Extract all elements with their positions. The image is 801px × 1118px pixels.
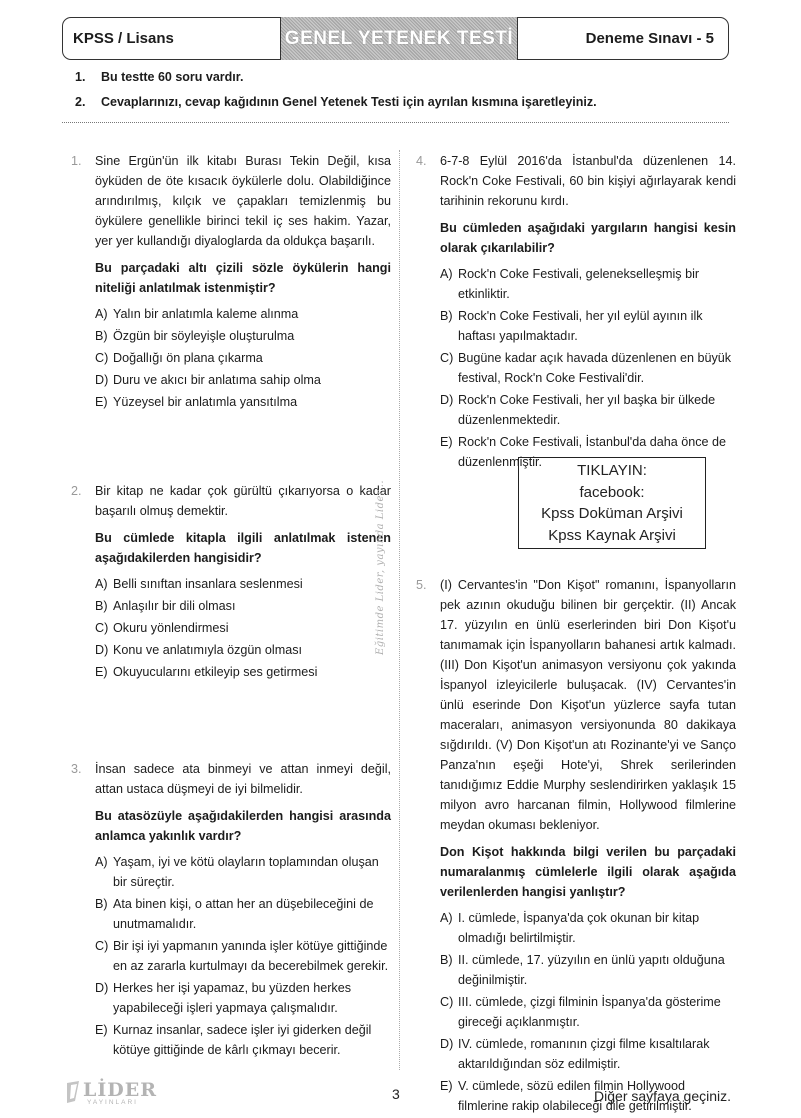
question-number: 3. — [71, 762, 82, 776]
header-divider — [62, 122, 729, 123]
option-text: IV. cümlede, romanının çizgi filme kısaltılarak aktarıldığından söz edilmiştir. — [458, 1037, 710, 1071]
option-letter: A) — [440, 911, 453, 925]
option-text: Herkes her işi yapamaz, bu yüzden herkes yapabileceği işleri yapmaya çalışmalıdır. — [113, 981, 351, 1015]
answer-option[interactable] — [95, 326, 391, 346]
question-prompt: Bu cümlede kitapla ilgili anlatılmak istenen aşağıdakilerden hangisidir? — [95, 531, 391, 565]
option-letter: B) — [95, 599, 108, 613]
option-letter: D) — [95, 643, 109, 657]
exam-number: Deneme Sınavı - 5 — [585, 30, 714, 47]
publisher-watermark: Eğitimde Lider, yayında Lider... — [375, 479, 386, 655]
question-stem: (I) Cervantes'in "Don Kişot" romanını, İspanyolların pek azının okuduğu bilinen bir gerçektir. (II) Ancak 17. yüzyılın en ünlü eserlerinden biri Don Kişot'u tanımamak için İspanyolların bahanesi artık kalmadı. (III) Don Kişot'un animasyon versiyonu çok yakında İspanyol izleyicilerle buluşacak. (IV) Cervantes'in ünlü eserinde Don Kişot'un yüzlerce sayfa tutan maceraları, animasyon versiyonunda 80 dakikaya sığdırıldı. (V) Don Kişot'un atı Rozinante'yi ve Sanço Panza'nın eşeği Hote'yi, Shrek serilerinden tanıdığımız Eddie Murphy seslendirirken yaklaşık 15 milyon avro harcanan filmin, Hollywood filmlerine meydan okuması bekleniyor. — [440, 578, 736, 832]
answer-option[interactable] — [95, 640, 391, 660]
option-text: Duru ve akıcı bir anlatıma sahip olma — [113, 373, 321, 387]
question-3 — [72, 759, 392, 1062]
option-text: Belli sınıftan insanlara seslenmesi — [113, 577, 303, 591]
option-letter: B) — [440, 309, 453, 323]
publisher-logo — [65, 1079, 185, 1109]
option-letter: A) — [95, 855, 108, 869]
option-text: Ata binen kişi, o attan her an düşebileceğini de unutmamalıdır. — [113, 897, 374, 931]
option-text: Rock'n Coke Festivali, gelenekselleşmiş bir etkinliktir. — [458, 267, 700, 301]
question-number: 2. — [71, 484, 82, 498]
answer-option[interactable] — [95, 852, 391, 892]
option-letter: E) — [440, 1079, 453, 1093]
answer-option[interactable] — [95, 574, 391, 594]
option-letter: A) — [440, 267, 453, 281]
question-prompt: Don Kişot hakkında bilgi verilen bu parçadaki numaralanmış cümlelerle ilgili olarak aşağıda verilenlerden hangisi yanlıştır? — [440, 845, 736, 899]
test-title-text: GENEL YETENEK TESTİ — [284, 28, 514, 49]
option-letter: D) — [440, 1037, 454, 1051]
instruction-text: Bu testte 60 soru vardır. — [101, 70, 244, 84]
option-text: Okuyucularını etkileyip ses getirmesi — [113, 665, 318, 679]
option-text: Doğallığı ön plana çıkarma — [113, 351, 263, 365]
answer-option[interactable] — [95, 392, 391, 412]
promo-line: Kpss Doküman Arşivi — [541, 505, 683, 522]
page-number: 3 — [392, 1086, 400, 1102]
question-2 — [72, 481, 392, 684]
option-letter: D) — [440, 393, 454, 407]
option-letter: C) — [440, 995, 454, 1009]
option-letter: E) — [440, 435, 453, 449]
column-divider — [399, 150, 400, 1070]
question-number: 5. — [416, 578, 427, 592]
answer-option[interactable] — [95, 348, 391, 368]
option-text: II. cümlede, 17. yüzyılın en ünlü yapıtı olduğuna değinilmiştir. — [458, 953, 725, 987]
answer-option[interactable] — [95, 662, 391, 682]
question-4 — [417, 151, 737, 474]
option-letter: C) — [95, 351, 109, 365]
option-text: Kurnaz insanlar, sadece işler iyi giderken değil kötüye gittiğinde de kârlı çıkmayı becerir. — [113, 1023, 372, 1057]
promo-box[interactable] — [518, 457, 706, 549]
option-text: Rock'n Coke Festivali, İstanbul'da daha önce de düzenlenmiştir. — [458, 435, 727, 469]
option-letter: E) — [95, 395, 108, 409]
question-stem: İnsan sadece ata binmeyi ve attan inmeyi değil, attan ustaca düşmeyi de iyi bilmelidir. — [95, 762, 391, 796]
question-prompt: Bu cümleden aşağıdaki yargıların hangisi kesin olarak çıkarılabilir? — [440, 221, 736, 255]
instruction-number: 1. — [75, 70, 86, 84]
option-text: Bir işi iyi yapmanın yanında işler kötüye gittiğinde en az zararla kurtulmayı da becerebilmek gerekir. — [113, 939, 389, 973]
question-stem: Bir kitap ne kadar çok gürültü çıkarıyorsa o kadar başarılı olmuş demektir. — [95, 484, 391, 518]
option-letter: E) — [95, 665, 108, 679]
answer-option[interactable] — [95, 304, 391, 324]
answer-option[interactable] — [440, 348, 736, 388]
answer-option[interactable] — [440, 306, 736, 346]
answer-option[interactable] — [95, 1020, 391, 1060]
question-stem: 6-7-8 Eylül 2016'da İstanbul'da düzenlenen 14. Rock'n Coke Festivali, 60 bin kişiyi ağırlayarak kendi tarihinin rekorunu kırdı. — [440, 154, 736, 208]
option-text: V. cümlede, sözü edilen filmin Hollywood filmlerine rakip olabileceği dile getirilmiştir. — [458, 1079, 692, 1113]
answer-option[interactable] — [95, 894, 391, 934]
question-1 — [72, 151, 392, 414]
exam-category: KPSS / Lisans — [73, 30, 174, 47]
answer-option[interactable] — [95, 596, 391, 616]
next-page-note: Diğer sayfaya geçiniz. — [594, 1088, 731, 1104]
option-text: Yalın bir anlatımla kaleme alınma — [113, 307, 299, 321]
logo-text: LİDER — [83, 1079, 157, 1101]
answer-option[interactable] — [95, 978, 391, 1018]
option-letter: B) — [95, 897, 108, 911]
promo-line: TIKLAYIN: — [577, 462, 647, 479]
question-prompt: Bu parçadaki altı çizili sözle öykülerin hangi niteliği anlatılmak istenmiştir? — [95, 261, 391, 295]
logo-mark-icon — [65, 1079, 83, 1105]
answer-option[interactable] — [440, 1034, 736, 1074]
option-text: Bugüne kadar açık havada düzenlenen en büyük festival, Rock'n Coke Festivali'dir. — [458, 351, 732, 385]
header-box — [62, 17, 729, 60]
logo-subtitle: YAYINLARI — [87, 1099, 138, 1106]
option-text: Okuru yönlendirmesi — [113, 621, 229, 635]
option-letter: D) — [95, 981, 109, 995]
instruction-text: Cevaplarınızı, cevap kağıdının Genel Yetenek Testi için ayrılan kısmına işaretleyiniz. — [101, 95, 597, 109]
option-text: I. cümlede, İspanya'da çok okunan bir kitap olmadığı belirtilmiştir. — [458, 911, 700, 945]
option-text: Yüzeysel bir anlatımla yansıtılma — [113, 395, 298, 409]
promo-line: Kpss Kaynak Arşivi — [548, 526, 676, 544]
option-letter: D) — [95, 373, 109, 387]
option-letter: E) — [95, 1023, 108, 1037]
promo-line: facebook: — [579, 483, 645, 501]
question-5 — [417, 575, 737, 1118]
option-text: Anlaşılır bir dili olması — [113, 599, 236, 613]
option-letter: A) — [95, 307, 108, 321]
answer-option[interactable] — [95, 370, 391, 390]
answer-option[interactable] — [95, 936, 391, 976]
option-text: Rock'n Coke Festivali, her yıl başka bir ülkede düzenlenmektedir. — [458, 393, 716, 427]
test-title — [280, 17, 518, 60]
answer-option[interactable] — [440, 264, 736, 304]
answer-option[interactable] — [440, 908, 736, 948]
option-letter: A) — [95, 577, 108, 591]
option-letter: C) — [440, 351, 454, 365]
option-letter: B) — [440, 953, 453, 967]
instruction-item — [75, 95, 597, 109]
question-number: 1. — [71, 154, 82, 168]
option-text: Rock'n Coke Festivali, her yıl eylül ayının ilk haftası yapılmaktadır. — [458, 309, 703, 343]
option-letter: C) — [95, 621, 109, 635]
option-text: III. cümlede, çizgi filminin İspanya'da gösterime gireceği açıklanmıştır. — [458, 995, 721, 1029]
answer-option[interactable] — [440, 992, 736, 1032]
option-letter: C) — [95, 939, 109, 953]
option-letter: B) — [95, 329, 108, 343]
option-text: Konu ve anlatımıyla özgün olması — [113, 643, 303, 657]
instruction-item — [75, 70, 243, 84]
question-number: 4. — [416, 154, 427, 168]
answer-option[interactable] — [440, 950, 736, 990]
option-text: Özgün bir söyleyişle oluşturulma — [113, 329, 295, 343]
answer-option[interactable] — [440, 390, 736, 430]
instruction-number: 2. — [75, 95, 86, 109]
question-prompt: Bu atasözüyle aşağıdakilerden hangisi arasında anlamca yakınlık vardır? — [95, 809, 391, 843]
option-text: Yaşam, iyi ve kötü olayların toplamından oluşan bir süreçtir. — [113, 855, 379, 889]
question-stem: Sine Ergün'ün ilk kitabı Burası Tekin Değil, kısa öyküden de öte kısacık öykülerle dolu. Olabildiğince arındırılmış, kılçık ve çapakları temizlenmiş bu öykülere genellikle birinci tekil iç ses hakim. Yazar, yer yer kullandığı diyaloglarda da oldukça başarılı. — [95, 154, 391, 248]
answer-option[interactable] — [95, 618, 391, 638]
